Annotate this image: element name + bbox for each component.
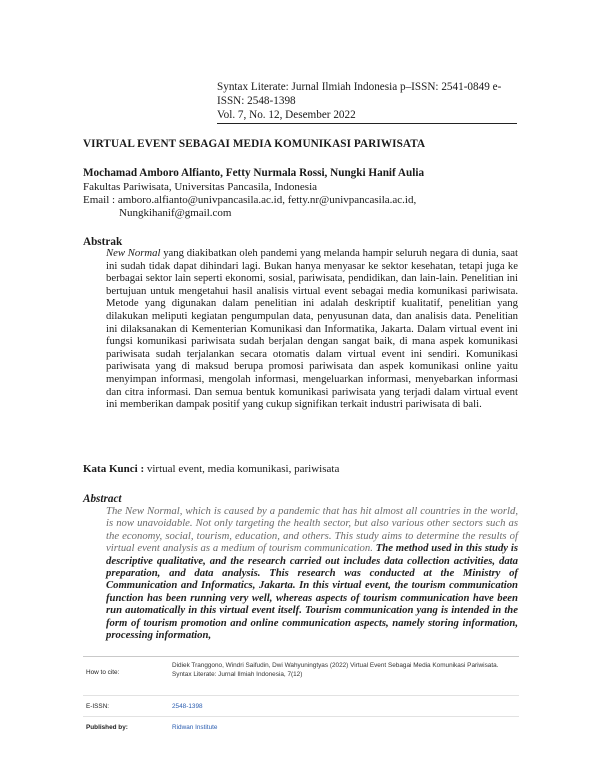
abstract-en-body [106, 505, 518, 641]
publisher-link[interactable]: Ridwan Institute [172, 723, 218, 731]
email-line-1: Email : amboro.alfianto@univpancasila.ac.id, fetty.nr@univpancasila.ac.id, [83, 194, 417, 206]
keywords-label: Kata Kunci : [83, 463, 145, 475]
abstrak-heading: Abstrak [83, 236, 123, 248]
abstract-en-part2: The method used in this study is descriptive qualitative, and the research carried out includes data collection activities, data preparation, and data analysis. This research was conducted at the Ministry of Communication and Informatics, Jakarta. In this virtual event, the tourism communication function has been running very well, whereas aspects of tourism communication have been run automatically in this virtual event itself. Tourism communication yang is intended in the form of tourism promotion and online communication aspects, namely storing information, processing information, [106, 542, 518, 642]
citation-footer [83, 656, 519, 737]
journal-header [217, 80, 517, 122]
journal-line: Syntax Literate: Jurnal Ilmiah Indonesia p–ISSN: 2541-0849 e-ISSN: 2548-1398 [217, 81, 502, 107]
publisher-label: Published by: [86, 723, 128, 731]
cite-value: Didiek Tranggono, Windri Saifudin, Dwi Wahyuningtyas (2022) Virtual Event Sebagai Media Komunikasi Pariwisata. Syntax Literate: Jurnal Ilmiah Indonesia, 7(12) [172, 662, 499, 678]
email-line-2: Nungkihanif@gmail.com [119, 207, 232, 219]
abstract-en-heading: Abstract [83, 493, 122, 505]
abstrak-text: yang diakibatkan oleh pandemi yang melanda hampir seluruh negara di dunia, saat ini sudah tidak dapat dihindari lagi. Bukan hanya menyasar ke sektor kesehatan, tetapi juga ke berbagai sektor lain seperti ekonomi, sosial, pariwisata, pendidikan, dan lain-lain. Penelitian ini bertujuan untuk mengetahui hasil analisis virtual event sebagai media komunikasi pariwisata. Metode yang digunakan dalam penelitian ini adalah deskriptif kualitatif, penelitian yang dilakukan meliputi kegiatan pengumpulan data, penyusunan data, dan analisis data. Penelitian ini dilaksanakan di Kementerian Komunikasi dan Informatika, Jakarta. Dalam virtual event ini fungsi komunikasi pariwisata sudah berjalan dengan sangat baik, di mana aspek komunikasi pariwisata sudah terjalankan secara otomatis dalam virtual event ini sendiri. Komunikasi pariwisata yang di maksud berupa promosi pariwisata dan aspek komunikasi online yaitu menyimpan informasi, mengolah informasi, mengeluarkan informasi, menyebarkan informasi dan citra informasi. Dan semua bentuk komunikasi pariwisata yang terjadi dalam virtual event ini memberikan dampak positif yang cukup signifikan terkait industri pariwisata di bali. [106, 247, 518, 411]
author-emails [83, 194, 523, 220]
eissn-row [83, 696, 519, 717]
abstract-en-part1: The New Normal, which is caused by a pandemic that has hit almost all countries in the world, is now unavoidable. Not only targeting the health sector, but also various other sectors such as the economy, social, tourism, education, and others. This study aims to determine the results of virtual event analysis as a medium of tourism communication. [106, 505, 518, 555]
header-divider [217, 123, 517, 124]
author-affiliation: Fakultas Pariwisata, Universitas Pancasila, Indonesia [83, 181, 318, 193]
eissn-label: E-ISSN: [86, 702, 110, 710]
article-authors: Mochamad Amboro Alfianto, Fetty Nurmala Rossi, Nungki Hanif Aulia [83, 167, 425, 179]
volume-line: Vol. 7, No. 12, Desember 2022 [217, 109, 356, 121]
article-title: VIRTUAL EVENT SEBAGAI MEDIA KOMUNIKASI PARIWISATA [83, 138, 426, 150]
publisher-row [83, 717, 519, 737]
abstrak-body [106, 247, 518, 411]
cite-row [83, 657, 519, 696]
keywords-value: virtual event, media komunikasi, pariwisata [144, 463, 340, 475]
cite-label: How to cite: [86, 669, 120, 676]
eissn-link[interactable]: 2548-1398 [172, 702, 203, 710]
abstrak-lead: New Normal [106, 247, 161, 259]
keywords [83, 463, 339, 475]
